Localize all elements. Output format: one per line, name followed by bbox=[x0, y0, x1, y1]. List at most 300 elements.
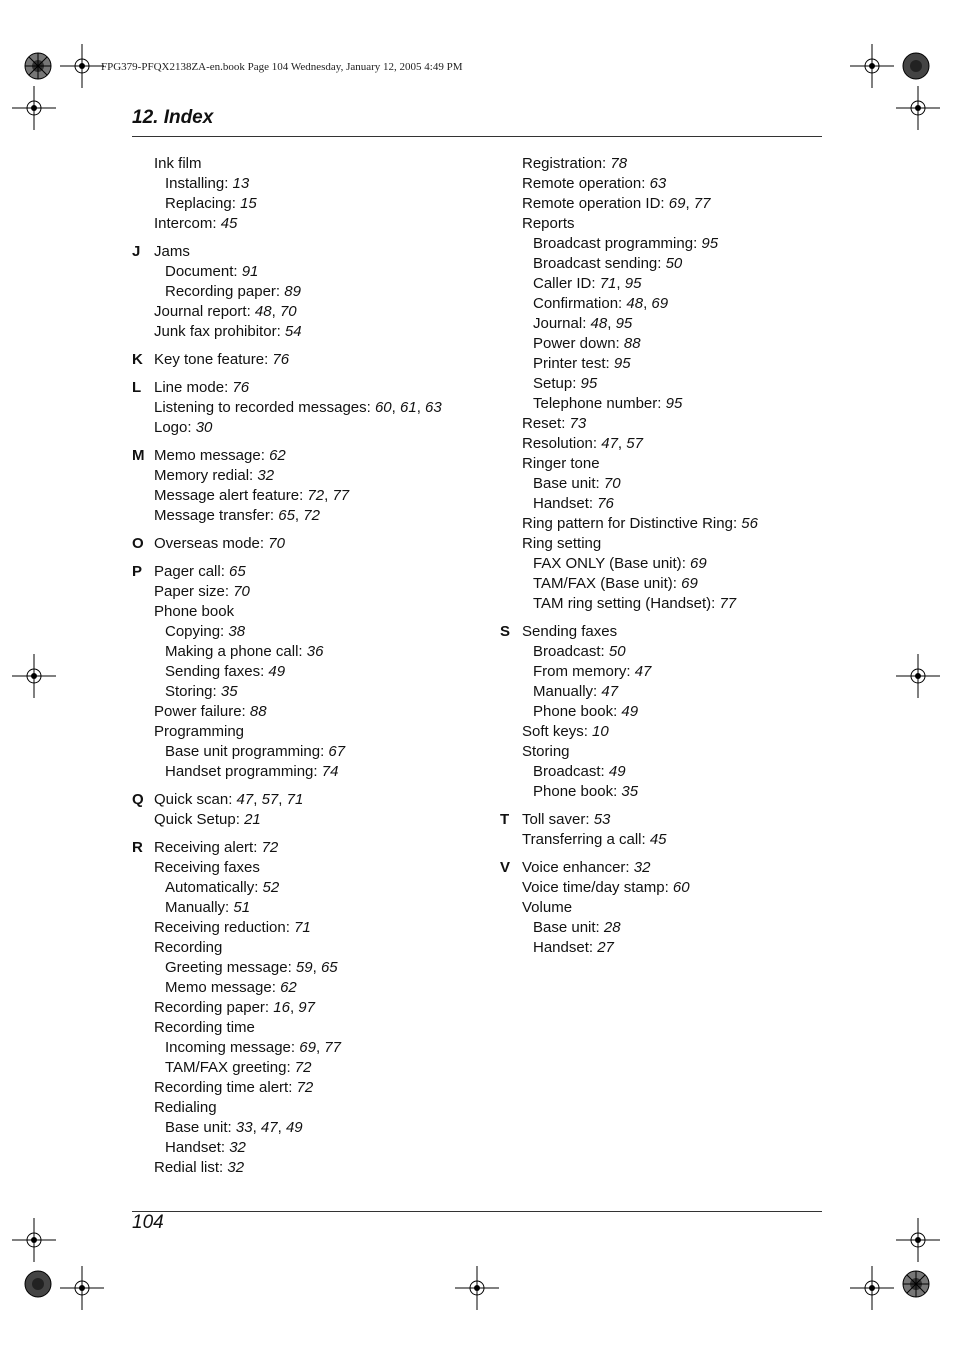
entry-term: Memo message bbox=[165, 979, 272, 996]
page-reference: 76 bbox=[272, 351, 290, 368]
index-entry bbox=[154, 602, 482, 622]
entry-term: Installing bbox=[165, 175, 225, 192]
index-entry: Recording paper: 16, 97 bbox=[154, 999, 315, 1016]
page-reference: 65 bbox=[229, 563, 246, 580]
entry-term: Listening to recorded messages bbox=[154, 399, 367, 416]
page-reference: 65 bbox=[278, 507, 295, 524]
index-subentry: Making a phone call: 36 bbox=[165, 643, 324, 660]
index-letter: Q bbox=[132, 791, 144, 808]
index-subentry: Manually: 47 bbox=[533, 683, 619, 700]
index-group bbox=[132, 350, 482, 370]
color-rosette-icon bbox=[902, 1270, 930, 1298]
page-reference: 70 bbox=[233, 583, 250, 600]
index-entry bbox=[154, 938, 482, 958]
index-entry bbox=[154, 154, 482, 174]
index-group bbox=[132, 242, 482, 342]
entry-term: Jams bbox=[154, 243, 190, 260]
color-rosette-icon bbox=[24, 52, 52, 80]
index-subentry: Automatically: 52 bbox=[165, 879, 280, 896]
index-subentry: Broadcast sending: 50 bbox=[533, 255, 683, 272]
page-reference: 70 bbox=[268, 535, 285, 552]
entry-term: Logo bbox=[154, 419, 188, 436]
entry-term: Receiving alert bbox=[154, 839, 254, 856]
entry-term: Base unit bbox=[533, 919, 596, 936]
entry-term: Message transfer bbox=[154, 507, 270, 524]
page-reference: 69 bbox=[681, 575, 698, 592]
registration-mark-icon bbox=[12, 654, 56, 698]
entry-term: Greeting message bbox=[165, 959, 288, 976]
index-entry bbox=[154, 858, 482, 878]
entry-term: Document bbox=[165, 263, 234, 280]
page-reference: 72 bbox=[307, 487, 325, 504]
page-reference: 49 bbox=[285, 1119, 303, 1136]
entry-term: Printer test bbox=[533, 355, 606, 372]
index-group bbox=[132, 534, 482, 554]
index-entry: Ring pattern for Distinctive Ring: 56 bbox=[522, 515, 758, 532]
index-entry: Transferring a call: 45 bbox=[522, 831, 667, 848]
page-reference: 88 bbox=[623, 335, 641, 352]
page-reference: 65 bbox=[320, 959, 338, 976]
index-subentry: TAM/FAX greeting: 72 bbox=[165, 1059, 312, 1076]
entry-term: Phone book bbox=[533, 703, 614, 720]
page-reference: 16 bbox=[273, 999, 290, 1016]
page-reference: 35 bbox=[220, 683, 238, 700]
entry-term: Memory redial bbox=[154, 467, 250, 484]
page-reference: 36 bbox=[306, 643, 324, 660]
entry-term: Overseas mode bbox=[154, 535, 260, 552]
entry-term: Ink film bbox=[154, 155, 202, 172]
color-rosette-icon bbox=[902, 52, 930, 80]
page-reference: 32 bbox=[257, 467, 275, 484]
page-reference: 13 bbox=[232, 175, 250, 192]
entry-term: Base unit bbox=[165, 1119, 228, 1136]
page-reference: 57 bbox=[261, 791, 279, 808]
index-group bbox=[132, 446, 482, 526]
index-entry bbox=[522, 622, 830, 642]
index-entry bbox=[522, 534, 830, 554]
index-entry: Intercom: 45 bbox=[154, 215, 238, 232]
entry-term: Telephone number bbox=[533, 395, 658, 412]
index-entry: Soft keys: 10 bbox=[522, 723, 609, 740]
index-entry: Logo: 30 bbox=[154, 419, 213, 436]
page-reference: 63 bbox=[425, 399, 442, 416]
page-reference: 70 bbox=[603, 475, 621, 492]
page-reference: 91 bbox=[241, 263, 259, 280]
index-entry: Message transfer: 65, 72 bbox=[154, 507, 320, 524]
entry-term: Memo message bbox=[154, 447, 261, 464]
color-rosette-icon bbox=[24, 1270, 52, 1298]
index-entry: Receiving reduction: 71 bbox=[154, 919, 311, 936]
page-reference: 52 bbox=[262, 879, 280, 896]
index-subentry: Recording paper: 89 bbox=[165, 283, 301, 300]
page-reference: 51 bbox=[233, 899, 251, 916]
entry-term: Message alert feature bbox=[154, 487, 300, 504]
registration-mark-icon bbox=[12, 86, 56, 130]
entry-term: Intercom bbox=[154, 215, 213, 232]
page-reference: 89 bbox=[284, 283, 301, 300]
entry-term: Confirmation bbox=[533, 295, 619, 312]
page-reference: 61 bbox=[400, 399, 417, 416]
entry-term: Voice enhancer bbox=[522, 859, 626, 876]
page-reference: 72 bbox=[261, 839, 279, 856]
page-reference: 50 bbox=[665, 255, 683, 272]
index-letter: P bbox=[132, 563, 143, 580]
entry-term: Recording time alert bbox=[154, 1079, 289, 1096]
entry-term: Line mode bbox=[154, 379, 225, 396]
entry-term: Handset bbox=[165, 1139, 221, 1156]
entry-term: Base unit bbox=[533, 475, 596, 492]
page-reference: 49 bbox=[608, 763, 626, 780]
index-subentry: Phone book: 49 bbox=[533, 703, 639, 720]
entry-term: Sending faxes bbox=[165, 663, 261, 680]
page-reference: 59 bbox=[295, 959, 313, 976]
index-subentry: Handset: 32 bbox=[165, 1139, 246, 1156]
index-entry: Listening to recorded messages: 60, 61, 63 bbox=[154, 399, 442, 416]
page-reference: 57 bbox=[626, 435, 643, 452]
index-group bbox=[500, 810, 830, 850]
entry-term: Handset bbox=[533, 939, 589, 956]
entry-term: Journal bbox=[533, 315, 583, 332]
page-reference: 53 bbox=[593, 811, 611, 828]
registration-mark-icon bbox=[60, 1266, 104, 1310]
index-subentry: Base unit programming: 67 bbox=[165, 743, 346, 760]
index-entry: Message alert feature: 72, 77 bbox=[154, 487, 350, 504]
entry-term: Junk fax prohibitor bbox=[154, 323, 277, 340]
index-subentry: Document: 91 bbox=[165, 263, 259, 280]
page-reference: 60 bbox=[672, 879, 690, 896]
page-reference: 76 bbox=[597, 495, 614, 512]
entry-term: Voice time/day stamp bbox=[522, 879, 665, 896]
page-reference: 21 bbox=[244, 811, 261, 828]
page-reference: 56 bbox=[741, 515, 758, 532]
entry-term: Recording paper bbox=[154, 999, 265, 1016]
entry-term: Quick Setup bbox=[154, 811, 236, 828]
index-subentry: Base unit: 33, 47, 49 bbox=[165, 1119, 303, 1136]
entry-term: Handset bbox=[533, 495, 589, 512]
page-reference: 60 bbox=[374, 399, 392, 416]
index-letter: M bbox=[132, 447, 145, 464]
page-reference: 67 bbox=[328, 743, 346, 760]
entry-term: Storing bbox=[522, 743, 570, 760]
registration-mark-icon bbox=[896, 86, 940, 130]
index-subentry: Broadcast: 49 bbox=[533, 763, 626, 780]
index-entry: Registration: 78 bbox=[522, 155, 628, 172]
index-subentry: Sending faxes: 49 bbox=[165, 663, 286, 680]
index-entry: Memory redial: 32 bbox=[154, 467, 275, 484]
index-group bbox=[132, 154, 482, 234]
entry-term: Broadcast sending bbox=[533, 255, 658, 272]
registration-mark-icon bbox=[60, 44, 104, 88]
entry-term: Power down bbox=[533, 335, 616, 352]
entry-term: Broadcast programming bbox=[533, 235, 694, 252]
index-entry bbox=[522, 742, 830, 762]
entry-term: Caller ID bbox=[533, 275, 592, 292]
index-subentry: Storing: 35 bbox=[165, 683, 238, 700]
index-column-left bbox=[132, 154, 482, 1186]
index-subentry: From memory: 47 bbox=[533, 663, 652, 680]
index-subentry: Incoming message: 69, 77 bbox=[165, 1039, 341, 1056]
page-reference: 73 bbox=[569, 415, 587, 432]
entry-term: Storing bbox=[165, 683, 213, 700]
entry-term: Replacing bbox=[165, 195, 232, 212]
registration-mark-icon bbox=[850, 44, 894, 88]
page-reference: 47 bbox=[236, 791, 254, 808]
entry-term: Phone book bbox=[154, 603, 235, 620]
page-reference: 47 bbox=[260, 1119, 278, 1136]
page-reference: 48 bbox=[254, 303, 272, 320]
entry-term: TAM/FAX greeting bbox=[165, 1059, 287, 1076]
page-reference: 32 bbox=[229, 1139, 246, 1156]
entry-term: Reports bbox=[522, 215, 575, 232]
page-number: 104 bbox=[132, 1212, 164, 1233]
index-entry: Recording time alert: 72 bbox=[154, 1079, 314, 1096]
index-entry: Remote operation ID: 69, 77 bbox=[522, 195, 711, 212]
page-reference: 72 bbox=[303, 507, 320, 524]
page-reference: 47 bbox=[634, 663, 652, 680]
entry-term: Manually bbox=[165, 899, 226, 916]
index-group bbox=[500, 858, 830, 958]
index-group bbox=[132, 562, 482, 782]
index-entry bbox=[154, 1098, 482, 1118]
entry-term: Toll saver bbox=[522, 811, 586, 828]
entry-term: Base unit programming bbox=[165, 743, 321, 760]
index-subentry: Setup: 95 bbox=[533, 375, 598, 392]
page-reference: 97 bbox=[298, 999, 315, 1016]
registration-mark-icon bbox=[850, 1266, 894, 1310]
index-subentry: Handset: 27 bbox=[533, 939, 614, 956]
page-reference: 74 bbox=[321, 763, 339, 780]
page-reference: 10 bbox=[592, 723, 609, 740]
entry-term: Volume bbox=[522, 899, 573, 916]
print-file-info: FPG379-PFQX2138ZA-en.book Page 104 Wednesday, January 12, 2005 4:49 PM bbox=[101, 61, 463, 73]
index-subentry: Phone book: 35 bbox=[533, 783, 639, 800]
index-entry: Memo message: 62 bbox=[154, 447, 286, 464]
index-subentry: Handset programming: 74 bbox=[165, 763, 339, 780]
entry-term: Redialing bbox=[154, 1099, 217, 1116]
index-subentry: Broadcast: 50 bbox=[533, 643, 626, 660]
index-subentry: Manually: 51 bbox=[165, 899, 251, 916]
entry-term: Reset bbox=[522, 415, 562, 432]
entry-term: Pager call bbox=[154, 563, 221, 580]
index-group bbox=[132, 378, 482, 438]
index-entry: Quick scan: 47, 57, 71 bbox=[154, 791, 304, 808]
entry-term: Broadcast bbox=[533, 763, 601, 780]
page-reference: 48 bbox=[590, 315, 608, 332]
index-subentry: Installing: 13 bbox=[165, 175, 250, 192]
index-column-right bbox=[500, 154, 830, 966]
page-reference: 32 bbox=[633, 859, 651, 876]
page-reference: 32 bbox=[227, 1159, 245, 1176]
index-subentry: Broadcast programming: 95 bbox=[533, 235, 719, 252]
entry-term: Handset programming bbox=[165, 763, 314, 780]
page-reference: 50 bbox=[608, 643, 626, 660]
index-entry bbox=[522, 214, 830, 234]
index-subentry: Power down: 88 bbox=[533, 335, 641, 352]
index-letter: R bbox=[132, 839, 143, 856]
entry-term: Key tone feature bbox=[154, 351, 265, 368]
page-reference: 47 bbox=[601, 683, 619, 700]
index-subentry: TAM ring setting (Handset): 77 bbox=[533, 595, 737, 612]
index-subentry: Replacing: 15 bbox=[165, 195, 257, 212]
entry-term: Redial list bbox=[154, 1159, 220, 1176]
entry-term: Registration bbox=[522, 155, 603, 172]
page-reference: 77 bbox=[324, 1039, 341, 1056]
entry-term: Resolution bbox=[522, 435, 593, 452]
index-subentry: Base unit: 28 bbox=[533, 919, 621, 936]
index-entry: Receiving alert: 72 bbox=[154, 839, 279, 856]
index-letter: T bbox=[500, 811, 510, 828]
index-entry: Line mode: 76 bbox=[154, 379, 250, 396]
index-entry bbox=[154, 1018, 482, 1038]
page-reference: 30 bbox=[195, 419, 213, 436]
entry-term: Quick scan bbox=[154, 791, 229, 808]
registration-mark-icon bbox=[896, 654, 940, 698]
entry-term: TAM ring setting (Handset) bbox=[533, 595, 712, 612]
page-reference: 78 bbox=[610, 155, 628, 172]
page-reference: 69 bbox=[299, 1039, 316, 1056]
page-reference: 72 bbox=[296, 1079, 314, 1096]
index-subentry: Journal: 48, 95 bbox=[533, 315, 633, 332]
index-letter: O bbox=[132, 535, 144, 552]
index-group bbox=[132, 790, 482, 830]
page-reference: 47 bbox=[601, 435, 618, 452]
index-entry: Redial list: 32 bbox=[154, 1159, 245, 1176]
page-reference: 38 bbox=[228, 623, 246, 640]
page-reference: 63 bbox=[649, 175, 667, 192]
page-reference: 71 bbox=[286, 791, 304, 808]
page-reference: 95 bbox=[624, 275, 642, 292]
entry-term: Incoming message bbox=[165, 1039, 291, 1056]
header-rule bbox=[132, 136, 822, 137]
index-group bbox=[500, 622, 830, 802]
index-entry: Journal report: 48, 70 bbox=[154, 303, 297, 320]
index-entry bbox=[522, 898, 830, 918]
entry-term: Soft keys bbox=[522, 723, 584, 740]
entry-term: Remote operation ID bbox=[522, 195, 661, 212]
entry-term: Ringer tone bbox=[522, 455, 600, 472]
index-letter: K bbox=[132, 351, 143, 368]
page-reference: 62 bbox=[269, 447, 286, 464]
index-group bbox=[132, 838, 482, 1178]
page-reference: 49 bbox=[268, 663, 286, 680]
page-reference: 33 bbox=[235, 1119, 253, 1136]
index-entry bbox=[522, 454, 830, 474]
entry-term: Recording paper bbox=[165, 283, 276, 300]
page-reference: 35 bbox=[621, 783, 639, 800]
index-entry: Paper size: 70 bbox=[154, 583, 250, 600]
entry-term: Receiving faxes bbox=[154, 859, 260, 876]
index-letter: V bbox=[500, 859, 511, 876]
page-reference: 69 bbox=[651, 295, 669, 312]
entry-term: Recording bbox=[154, 939, 223, 956]
index-entry: Key tone feature: 76 bbox=[154, 351, 290, 368]
entry-term: FAX ONLY (Base unit) bbox=[533, 555, 682, 572]
entry-term: Transferring a call bbox=[522, 831, 642, 848]
entry-term: Ring pattern for Distinctive Ring bbox=[522, 515, 733, 532]
page-reference: 15 bbox=[240, 195, 257, 212]
index-entry: Voice time/day stamp: 60 bbox=[522, 879, 690, 896]
page-reference: 45 bbox=[220, 215, 238, 232]
entry-term: Receiving reduction bbox=[154, 919, 286, 936]
page-reference: 71 bbox=[294, 919, 311, 936]
index-entry: Reset: 73 bbox=[522, 415, 587, 432]
index-entry: Voice enhancer: 32 bbox=[522, 859, 651, 876]
footer-rule bbox=[132, 1211, 822, 1212]
page-reference: 70 bbox=[279, 303, 297, 320]
section-title: 12. Index bbox=[132, 107, 214, 128]
index-letter: L bbox=[132, 379, 142, 396]
index-subentry: Handset: 76 bbox=[533, 495, 614, 512]
index-entry: Overseas mode: 70 bbox=[154, 535, 285, 552]
page-reference: 77 bbox=[719, 595, 737, 612]
entry-term: Remote operation bbox=[522, 175, 642, 192]
registration-mark-icon bbox=[12, 1218, 56, 1262]
page-reference: 69 bbox=[668, 195, 686, 212]
registration-mark-icon bbox=[455, 1266, 499, 1310]
index-entry: Power failure: 88 bbox=[154, 703, 267, 720]
entry-term: Power failure bbox=[154, 703, 242, 720]
page-reference: 69 bbox=[690, 555, 707, 572]
entry-term: Recording time bbox=[154, 1019, 255, 1036]
entry-term: Broadcast bbox=[533, 643, 601, 660]
index-entry: Toll saver: 53 bbox=[522, 811, 611, 828]
page-reference: 48 bbox=[626, 295, 644, 312]
page-reference: 49 bbox=[621, 703, 639, 720]
page-reference: 45 bbox=[649, 831, 667, 848]
entry-term: Setup bbox=[533, 375, 573, 392]
page-reference: 76 bbox=[232, 379, 250, 396]
index-entry: Quick Setup: 21 bbox=[154, 811, 261, 828]
page-reference: 77 bbox=[693, 195, 711, 212]
index-subentry: Base unit: 70 bbox=[533, 475, 621, 492]
page-reference: 95 bbox=[613, 355, 631, 372]
entry-term: Making a phone call bbox=[165, 643, 299, 660]
index-entry: Remote operation: 63 bbox=[522, 175, 667, 192]
entry-term: Automatically bbox=[165, 879, 255, 896]
page-reference: 72 bbox=[294, 1059, 312, 1076]
page-reference: 27 bbox=[597, 939, 614, 956]
index-group bbox=[500, 154, 830, 614]
index-letter: S bbox=[500, 623, 511, 640]
page-reference: 62 bbox=[280, 979, 297, 996]
entry-term: Programming bbox=[154, 723, 245, 740]
entry-term: Sending faxes bbox=[522, 623, 618, 640]
page-reference: 95 bbox=[665, 395, 683, 412]
entry-term: Phone book bbox=[533, 783, 614, 800]
entry-term: Paper size bbox=[154, 583, 225, 600]
page-reference: 28 bbox=[603, 919, 621, 936]
index-subentry: FAX ONLY (Base unit): 69 bbox=[533, 555, 707, 572]
page-reference: 77 bbox=[332, 487, 350, 504]
page-reference: 95 bbox=[701, 235, 719, 252]
entry-term: TAM/FAX (Base unit) bbox=[533, 575, 673, 592]
page-reference: 71 bbox=[599, 275, 617, 292]
entry-term: From memory bbox=[533, 663, 627, 680]
index-subentry: Copying: 38 bbox=[165, 623, 246, 640]
index-subentry: Printer test: 95 bbox=[533, 355, 631, 372]
entry-term: Copying bbox=[165, 623, 221, 640]
index-entry: Pager call: 65 bbox=[154, 563, 246, 580]
entry-term: Journal report bbox=[154, 303, 247, 320]
page-reference: 95 bbox=[580, 375, 598, 392]
index-entry bbox=[154, 722, 482, 742]
page-reference: 54 bbox=[284, 323, 302, 340]
index-subentry: Caller ID: 71, 95 bbox=[533, 275, 642, 292]
entry-term: Ring setting bbox=[522, 535, 602, 552]
index-entry: Resolution: 47, 57 bbox=[522, 435, 643, 452]
index-subentry: Greeting message: 59, 65 bbox=[165, 959, 338, 976]
page-reference: 88 bbox=[249, 703, 267, 720]
